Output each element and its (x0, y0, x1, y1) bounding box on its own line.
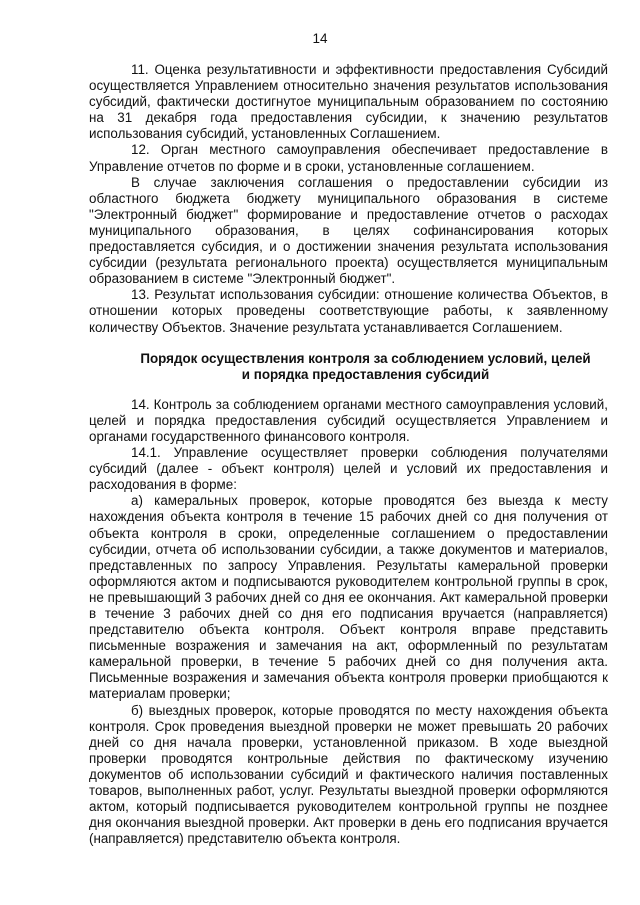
paragraph-14: 14. Контроль за соблюдением органами местного самоуправления условий, целей и порядка предоставления субсидий осуществляется Управлением и органами государственного финансового контроля. (89, 396, 608, 444)
paragraph-14-1-a: а) камеральных проверок, которые проводятся без выезда к месту нахождения объекта контроля в течение 15 рабочих дней со дня получения от объекта контроля в сроки, определенные соглашением о предоставлении субсидии, отчета об использовании субсидии, а также документов и материалов, представленных по запросу Управления. Результаты камеральной проверки оформляются актом и подписываются руководителем контрольной группы в срок, не превышающий 3 рабочих дней со дня ее окончания. Акт камеральной проверки в течение 3 рабочих дней со дня его подписания вручается (направляется) представителю объекта контроля. Объект контроля вправе представить письменные возражения и замечания на акт, оформленный по результатам камеральной проверки, в течение 5 рабочих дней со дня получения акта. Письменные возражения и замечания объекта контроля проверки приобщаются к материалам проверки; (89, 493, 608, 702)
paragraph-12: 12. Орган местного самоуправления обеспечивает предоставление в Управление отчетов по форме и в сроки, установленные соглашением. (89, 142, 608, 174)
paragraph-13: 13. Результат использования субсидии: отношение количества Объектов, в отношении которых проведены соответствующие работы, к заявленному количеству Объектов. Значение результата устанавливается Соглашением. (89, 287, 608, 335)
section-heading-line-2: и порядка предоставления субсидий (241, 366, 490, 382)
paragraph-14-1-b: б) выездных проверок, которые проводятся по месту нахождения объекта контроля. Срок проведения выездной проверки не может превышать 20 рабочих дней со дня начала проверки, установленной приказом. В ходе выездной проверки проводятся контрольные действия по фактическому изучению документов об использовании субсидий и фактического наличия поставленных товаров, выполненных работ, услуг. Результаты выездной проверки оформляются актом, который подписывается руководителем контрольной группы не позднее дня окончания выездной проверки. Акт проверки в день его подписания вручается (направляется) представителю объекта контроля. (89, 702, 608, 847)
paragraph-electronic-budget: В случае заключения соглашения о предоставлении субсидии из областного бюджета бюджету муниципального образования в системе "Электронный бюджет" формирование и предоставление отчетов о расходах муниципального образования, в целях софинансирования которых предоставляется субсидия, и о достижении значения результата использования субсидии (результата регионального проекта) осуществляется муниципальным образованием в системе "Электронный бюджет". (89, 174, 608, 287)
paragraph-11: 11. Оценка результативности и эффективности предоставления Субсидий осуществляется Управлением относительно значения результатов использования субсидий, фактически достигнутое муниципальным образованием по состоянию на 31 декабря года предоставления субсидии, к значению результатов использования субсидий, установленных Соглашением. (89, 62, 608, 142)
paragraph-14-1: 14.1. Управление осуществляет проверки соблюдения получателями субсидий (далее - объект контроля) целей и условий их предоставления и расходования в форме: (89, 445, 608, 493)
document-body (89, 62, 608, 847)
page-number: 14 (312, 31, 328, 46)
section-heading (89, 351, 608, 383)
section-heading-line-1: Порядок осуществления контроля за соблюдением условий, целей (140, 350, 591, 366)
